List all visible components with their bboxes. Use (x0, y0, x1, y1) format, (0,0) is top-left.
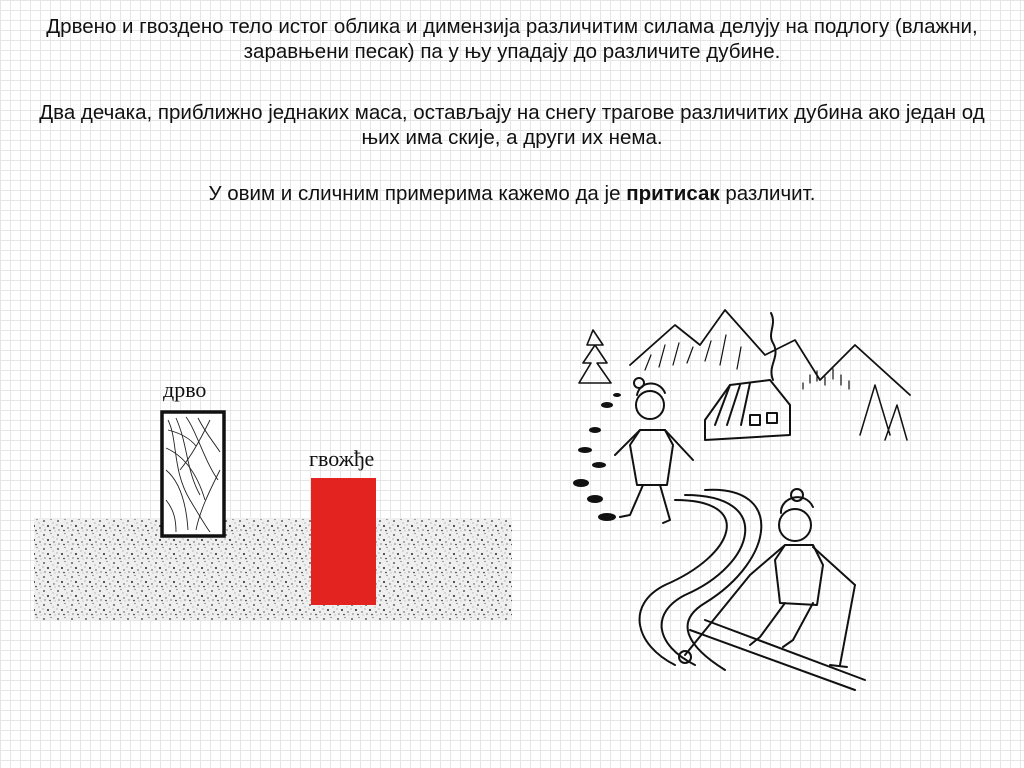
wood-block-icon (162, 412, 224, 536)
conclusion-text-start: У овим и сличним примерима кажемо да је (208, 182, 627, 205)
iron-label: гвожђе (309, 446, 375, 471)
pressure-term: притисак (626, 182, 720, 205)
boys-in-snow-illustration (555, 285, 920, 685)
conclusion-text-end: различит. (719, 182, 816, 205)
paragraph-boys-in-snow: Два дечака, приближно једнаких маса, остављају на снегу трагове различитих дубина ако један од њих има скије, а други их нема. (39, 101, 985, 149)
paragraph-bodies-in-sand: Дрвено и гвоздено тело истог облика и димензија различитим силама делују на подлогу (влажни, заравњени песак) па у њу упадају до различите дубине. (46, 15, 978, 63)
sand-surface (34, 518, 512, 620)
sand-blocks-figure (0, 0, 560, 640)
iron-block-icon (311, 478, 376, 605)
wood-label: дрво (163, 377, 207, 402)
